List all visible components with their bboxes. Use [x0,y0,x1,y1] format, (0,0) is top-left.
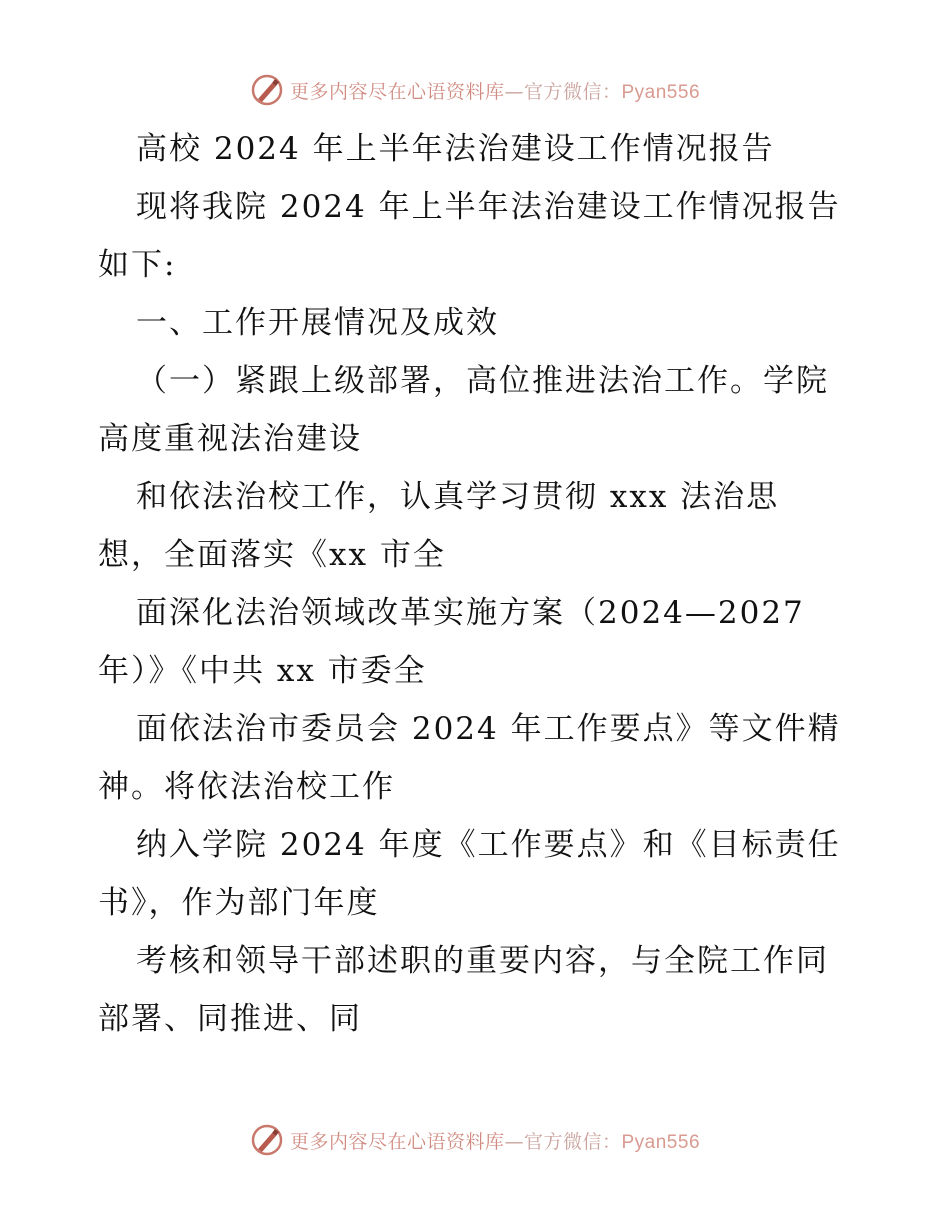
pen-circle-logo-icon [250,73,284,107]
footer-watermark [0,1120,950,1160]
pen-circle-logo-icon [250,1123,284,1157]
watermark-text [290,77,700,104]
paragraph-line: （一）紧跟上级部署，高位推进法治工作。学院 [136,363,829,399]
paragraph-line: 现将我院 2024 年上半年法治建设工作情况报告 [136,189,841,225]
paragraph-line: 高度重视法治建设 [98,421,362,457]
watermark-main-text: 更多内容尽在心语资料库 [289,1130,505,1153]
watermark-main-text: 更多内容尽在心语资料库 [289,80,505,103]
watermark-wechat-label: 官方微信： [523,1130,622,1153]
paragraph-line: 纳入学院 2024 年度《工作要点》和《目标责任 [136,827,841,863]
section-heading: 一、工作开展情况及成效 [136,305,499,341]
paragraph-line: 部署、同推进、同 [98,1001,362,1037]
watermark-wechat-id: Pyan556 [621,1131,701,1153]
document-body [98,120,858,1048]
header-watermark [0,70,950,110]
paragraph-line: 年）》《中共 xx 市委全 [98,653,427,689]
paragraph-line: 想，全面落实《xx 市全 [98,537,446,573]
paragraph-line: 如下: [98,247,177,283]
paragraph-line: 神。将依法治校工作 [98,769,395,805]
paragraph-line: 和依法治校工作，认真学习贯彻 xxx 法治思 [136,479,780,515]
document-title: 高校 2024 年上半年法治建设工作情况报告 [136,131,775,167]
watermark-text [290,1127,700,1154]
watermark-wechat-id: Pyan556 [621,81,701,103]
watermark-separator: — [504,1130,524,1153]
paragraph-line: 考核和领导干部述职的重要内容，与全院工作同 [136,943,829,979]
paragraph-line: 面深化法治领域改革实施方案（2024—2027 [136,595,805,631]
watermark-wechat-label: 官方微信： [523,80,622,103]
paragraph-line: 书》，作为部门年度 [98,885,380,921]
paragraph-line: 面依法治市委员会 2024 年工作要点》等文件精 [136,711,841,747]
watermark-separator: — [504,80,524,103]
